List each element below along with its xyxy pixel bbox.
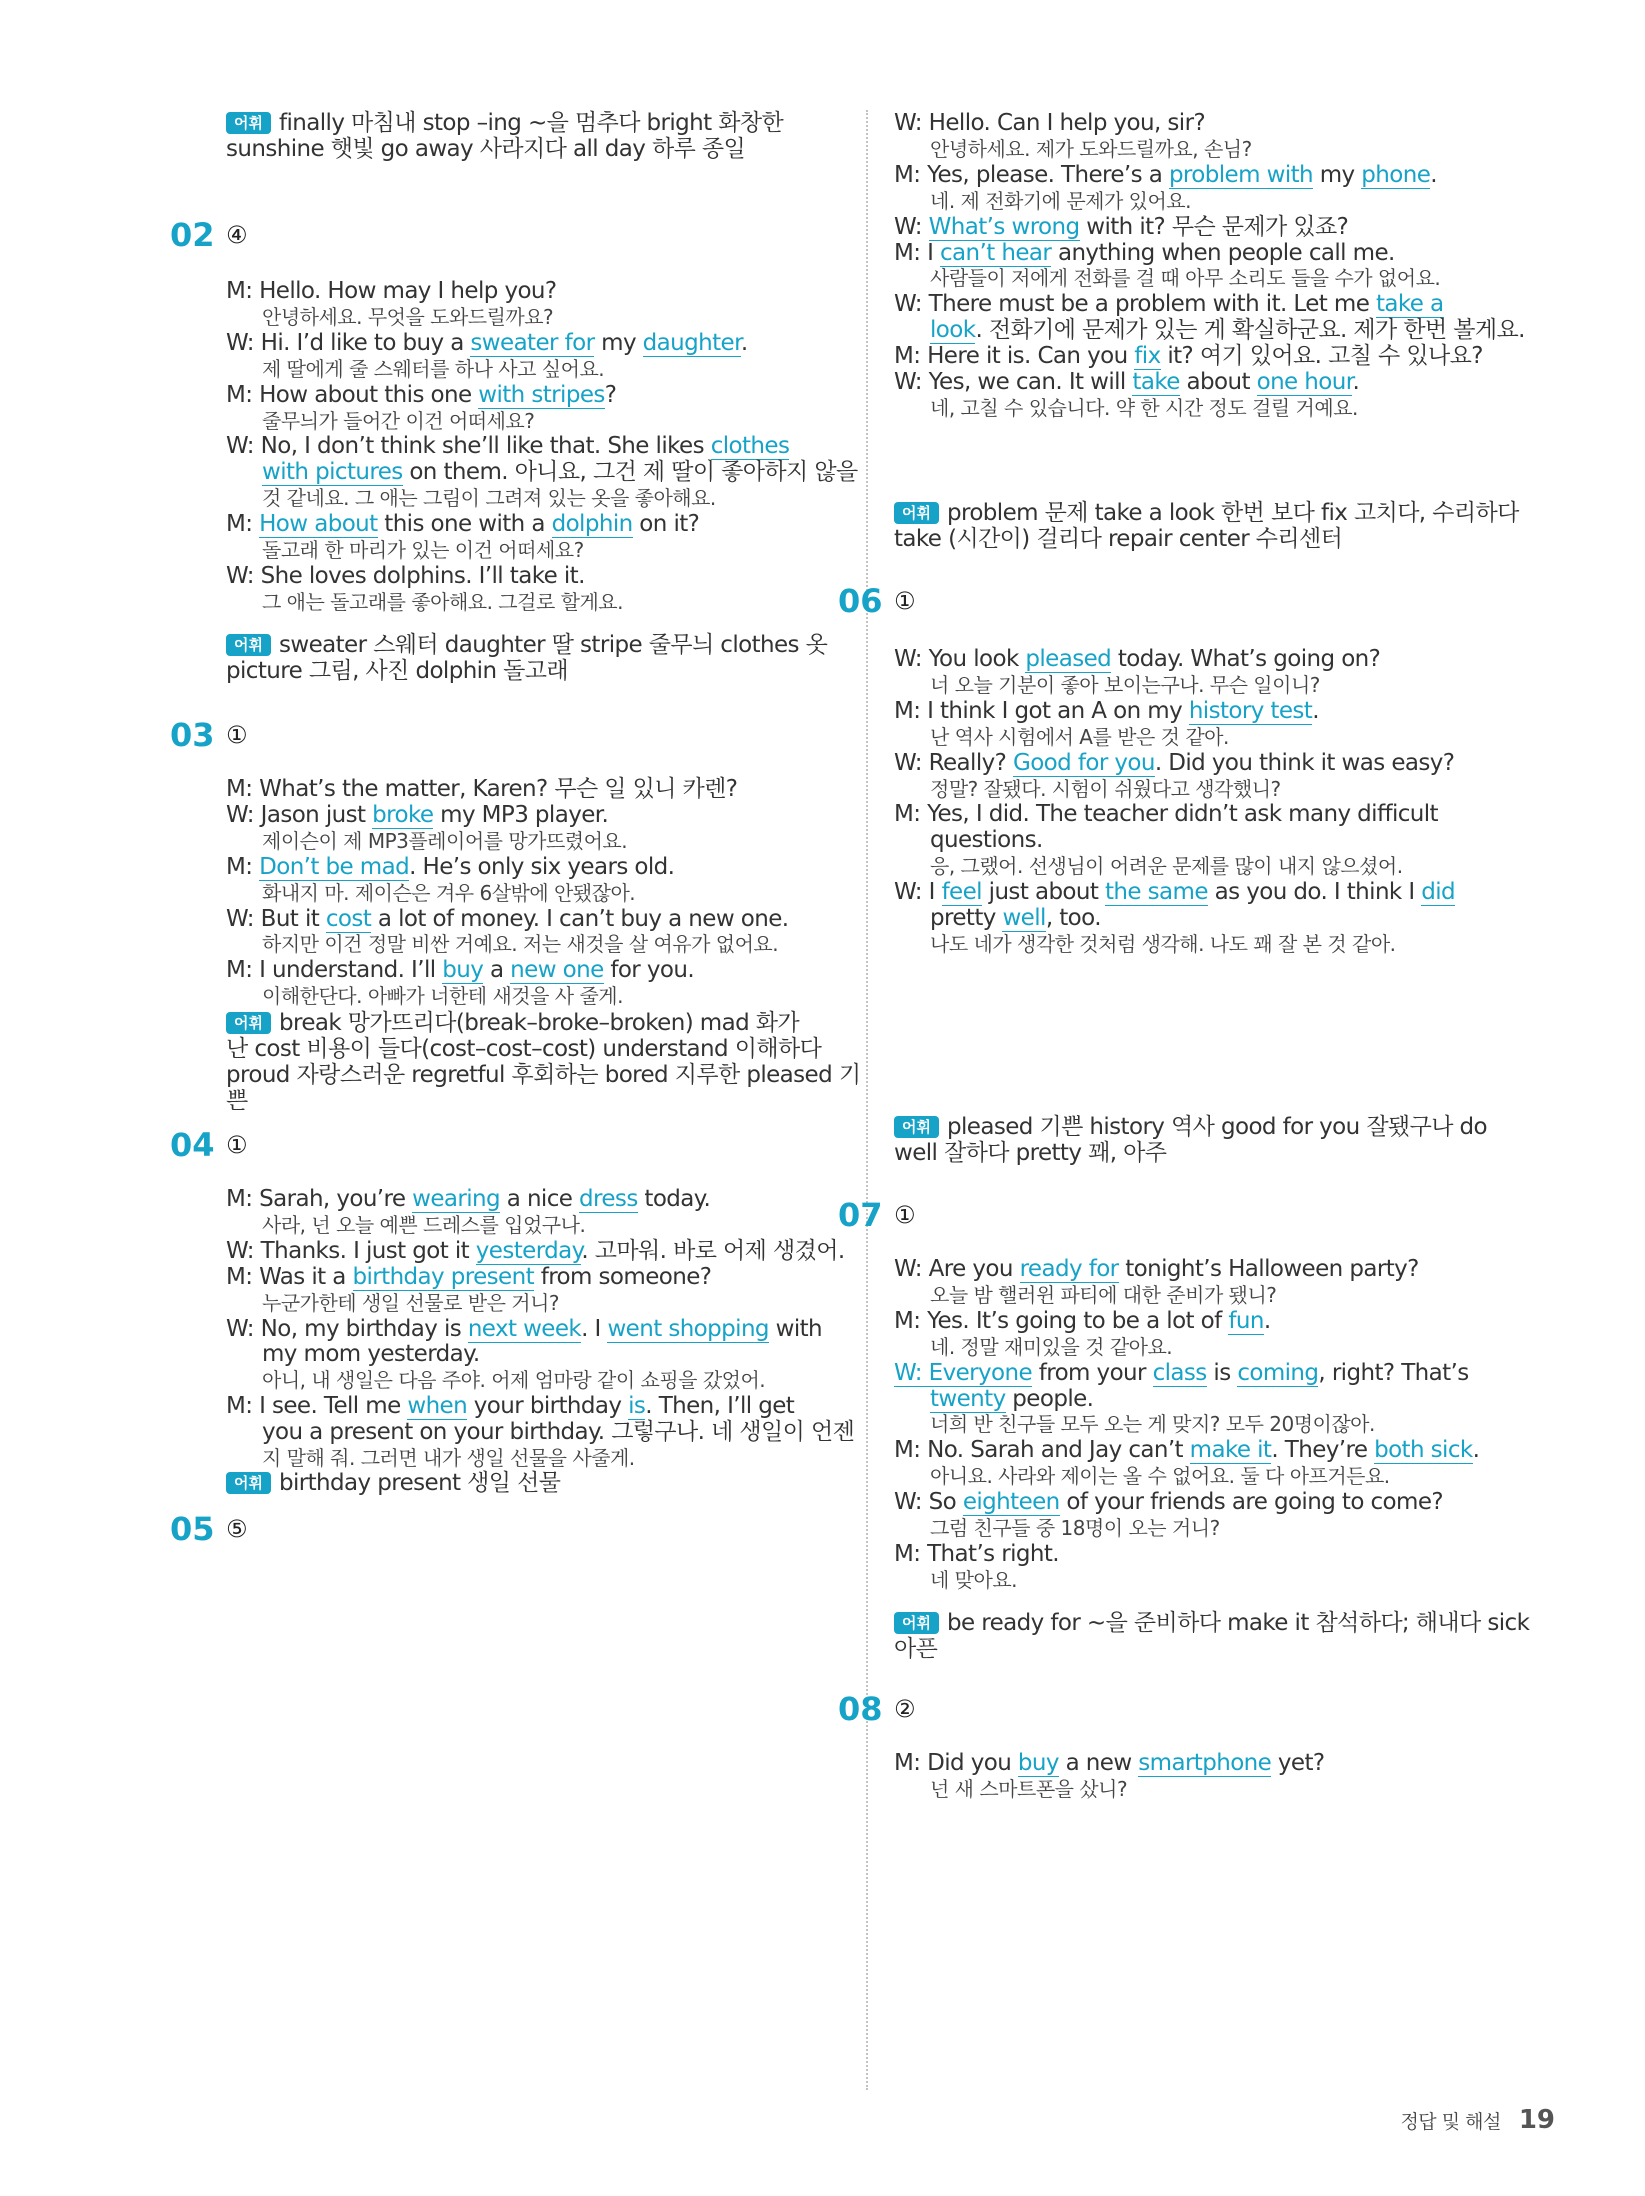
text-segment: sweater 스웨터 daughter 딸 stripe 줄무늬 clothes 옷: [278, 632, 828, 658]
text-segment: . 전화기에 문제가 있는 게 확실하군요. 제가 한번 볼게요.: [975, 317, 1525, 344]
answer-choice: ①: [226, 1131, 248, 1159]
key-answer: W: Everyone: [894, 1359, 1033, 1386]
answer-choice: ①: [226, 721, 248, 749]
key-answer: history test: [1188, 697, 1313, 724]
text-segment: a new: [1058, 1750, 1139, 1776]
text-segment: picture 그림, 사진 dolphin 돌고래: [226, 658, 569, 684]
key-answer: well: [1002, 905, 1046, 931]
text-segment: W: You look: [894, 646, 1026, 672]
text-segment: M: How about this one: [226, 381, 479, 408]
text-segment: W: There must be a problem with it. Let me: [894, 291, 1376, 318]
key-answer: look: [930, 317, 976, 344]
translation-line: [930, 1565, 1017, 1595]
text-segment: from someone?: [534, 1263, 712, 1290]
answer-choice: ①: [894, 587, 916, 615]
text-segment: .: [1263, 1307, 1271, 1334]
key-answer: went shopping: [607, 1315, 769, 1342]
text-segment: W: Really?: [894, 749, 1013, 776]
key-answer: pleased: [1025, 646, 1112, 672]
answer-choice: ⑤: [226, 1515, 248, 1543]
text-segment: M: Yes. It’s going to be a lot of: [894, 1307, 1229, 1334]
text-segment: 누군가한테 생일 선물로 받은 거니?: [262, 1290, 560, 1315]
text-segment: M:: [226, 511, 260, 538]
text-segment: is: [1206, 1359, 1238, 1386]
text-segment: W: Yes, we can. It will: [894, 369, 1133, 395]
text-segment: questions.: [930, 827, 1043, 854]
text-segment: M: Hello. How may I help you?: [226, 278, 557, 304]
text-segment: a: [483, 957, 511, 984]
text-segment: of your friends are going to come?: [1059, 1489, 1443, 1516]
text-segment: . I: [581, 1315, 608, 1342]
text-segment: 사라, 넌 오늘 예쁜 드레스를 입었구나.: [262, 1212, 586, 1237]
key-answer: next week: [467, 1315, 582, 1342]
question-number: 07: [838, 1196, 883, 1234]
text-segment: yet?: [1271, 1750, 1325, 1776]
text-segment: a lot of money. I can’t buy a new one.: [371, 905, 789, 932]
answer-choice: ②: [894, 1695, 916, 1723]
text-segment: you a present on your birthday. 그렇구나. 네 생일이 언젠: [262, 1419, 855, 1446]
text-segment: 안녕하세요. 제가 도와드릴까요, 손님?: [930, 136, 1252, 161]
vocab-tag: 어휘: [226, 1012, 271, 1034]
question-number: 04: [170, 1126, 215, 1164]
text-segment: tonight’s Halloween party?: [1118, 1256, 1419, 1282]
key-answer: Good for you: [1012, 749, 1155, 776]
text-segment: sunshine 햇빛 go away 사라지다 all day 하루 종일: [226, 136, 746, 162]
key-answer: What’s wrong: [928, 213, 1080, 240]
key-answer: buy: [1017, 1750, 1059, 1776]
text-segment: .: [1312, 697, 1319, 724]
text-segment: be ready for ~을 준비하다 make it 참석하다; 해내다 sick: [946, 1610, 1530, 1636]
text-segment: 오늘 밤 핼러윈 파티에 대한 준비가 됐니?: [930, 1282, 1277, 1307]
text-segment: 그럼 친구들 중 18명이 오는 거니?: [930, 1516, 1220, 1540]
text-segment: proud 자랑스러운 regretful 후회하는 bored 지루한 pleased 기: [226, 1062, 861, 1088]
text-segment: 사람들이 저에게 전화를 걸 때 아무 소리도 들을 수가 없어요.: [930, 266, 1441, 291]
question-number: 06: [838, 582, 883, 620]
text-segment: W: Thanks. I just got it: [226, 1237, 476, 1264]
text-segment: , too.: [1045, 905, 1101, 931]
column-divider: [866, 110, 868, 2090]
text-segment: M: Did you: [894, 1750, 1018, 1776]
key-answer: the same: [1105, 879, 1208, 906]
text-segment: . 고마워. 바로 어제 생겼어.: [581, 1237, 845, 1264]
text-segment: M: Yes, I did. The teacher didn’t ask many difficult: [894, 801, 1438, 828]
answer-choice: ④: [226, 221, 248, 249]
key-answer: wearing: [412, 1186, 501, 1212]
text-segment: 안녕하세요. 무엇을 도와드릴까요?: [262, 304, 554, 329]
key-answer: when: [407, 1393, 468, 1420]
text-segment: pleased 기쁜 history 역사 good for you 잘됐구나 do: [946, 1114, 1487, 1140]
translation-line: [262, 981, 623, 1011]
vocab-tag: 어휘: [894, 1116, 939, 1138]
text-segment: 아니, 내 생일은 다음 주야. 어제 엄마랑 같이 쇼핑을 갔었어.: [262, 1368, 766, 1393]
text-segment: 제이슨이 제 MP3플레이어를 망가뜨렸어요.: [262, 828, 628, 853]
text-segment: W: Jason just: [226, 801, 373, 828]
text-segment: 줄무늬가 들어간 이건 어떠세요?: [262, 408, 535, 433]
text-segment: 응, 그랬어. 선생님이 어려운 문제를 많이 내지 않으셨어.: [930, 854, 1403, 879]
text-segment: , right? That’s: [1318, 1359, 1469, 1386]
text-segment: W: Hello. Can I help you, sir?: [894, 110, 1206, 136]
text-segment: as you do. I think I: [1207, 879, 1422, 906]
vocab-line: [226, 1468, 560, 1498]
text-segment: problem 문제 take a look 한번 보다 fix 고치다, 수리하다: [946, 500, 1519, 526]
key-answer: one hour: [1256, 369, 1353, 395]
key-answer: twenty: [930, 1385, 1006, 1412]
key-answer: both sick: [1374, 1437, 1473, 1464]
text-segment: anything when people call me.: [1051, 239, 1395, 266]
text-segment: my: [1313, 161, 1362, 188]
text-segment: 네. 제 전화기에 문제가 있어요.: [930, 188, 1191, 213]
key-answer: is: [628, 1393, 646, 1420]
key-answer: yesterday: [475, 1237, 582, 1264]
key-answer: smartphone: [1138, 1750, 1272, 1776]
text-segment: 지 말해 줘. 그러면 내가 생일 선물을 사줄게.: [262, 1446, 635, 1470]
text-segment: today. What’s going on?: [1111, 646, 1381, 672]
text-segment: with it? 무슨 문제가 있죠?: [1079, 213, 1349, 240]
vocab-line: [226, 1060, 860, 1090]
key-answer: eighteen: [962, 1489, 1060, 1516]
question-number: 02: [170, 216, 215, 254]
text-segment: M: I: [894, 239, 940, 266]
text-segment: M: Yes, please. There’s a: [894, 161, 1169, 188]
text-segment: about: [1179, 369, 1257, 395]
question-number: 03: [170, 716, 215, 754]
text-segment: . Did you think it was easy?: [1154, 749, 1455, 776]
text-segment: 것 같네요. 그 애는 그림이 그려져 있는 옷을 좋아해요.: [262, 486, 716, 511]
key-answer: dress: [579, 1186, 638, 1212]
key-answer: clothes: [710, 433, 790, 460]
text-segment: W: She loves dolphins. I’ll take it.: [226, 562, 585, 589]
vocab-tag: 어휘: [226, 1472, 271, 1494]
text-segment: .: [740, 329, 748, 356]
text-segment: W:: [894, 213, 929, 240]
vocab-line: [894, 1138, 1166, 1168]
vocab-line: [226, 134, 745, 164]
text-segment: M: I understand. I’ll: [226, 957, 443, 984]
text-segment: 네. 정말 재미있을 것 같아요.: [930, 1334, 1173, 1359]
key-answer: make it: [1189, 1437, 1272, 1464]
vocab-line: [894, 1608, 1529, 1638]
text-segment: 정말? 잘됐다. 시험이 쉬웠다고 생각했니?: [930, 776, 1281, 801]
text-segment: M: What’s the matter, Karen? 무슨 일 있니 카렌?: [226, 776, 738, 802]
text-segment: 너희 반 친구들 모두 오는 게 맞지? 모두 20명이잖아.: [930, 1412, 1375, 1437]
text-segment: my MP3 player.: [433, 801, 609, 828]
key-answer: did: [1421, 879, 1456, 906]
answer-choice: ①: [894, 1201, 916, 1229]
vocab-line: [894, 1634, 937, 1664]
vocab-tag: 어휘: [894, 502, 939, 524]
text-segment: 화내지 마. 제이슨은 겨우 6살밖에 안됐잖아.: [262, 880, 636, 905]
text-segment: 네 맞아요.: [930, 1567, 1017, 1592]
text-segment: it? 여기 있어요. 고칠 수 있나요?: [1160, 343, 1483, 370]
key-answer: class: [1152, 1359, 1207, 1386]
text-segment: my: [594, 329, 643, 356]
text-segment: 나도 네가 생각한 것처럼 생각해. 나도 꽤 잘 본 것 같아.: [930, 931, 1396, 956]
key-answer: phone: [1361, 161, 1431, 188]
text-segment: birthday present 생일 선물: [278, 1470, 561, 1496]
key-answer: fun: [1228, 1307, 1264, 1334]
text-segment: W: Are you: [894, 1256, 1020, 1282]
key-answer: take: [1132, 369, 1180, 395]
text-segment: with: [768, 1315, 823, 1342]
text-segment: today.: [637, 1186, 711, 1212]
key-answer: sweater for: [470, 329, 595, 356]
text-segment: M:: [226, 853, 260, 880]
vocab-line: [226, 1086, 248, 1116]
text-segment: take (시간이) 걸리다 repair center 수리센터: [894, 526, 1343, 552]
text-segment: on them. 아니요, 그건 제 딸이 좋아하지 않을: [402, 459, 858, 486]
text-segment: W: No, my birthday is: [226, 1315, 468, 1342]
text-segment: 하지만 이건 정말 비싼 거예요. 저는 새것을 살 여유가 없어요.: [262, 932, 779, 957]
text-segment: this one with a: [377, 511, 552, 538]
question-number: 05: [170, 1510, 215, 1548]
key-answer: new one: [510, 957, 604, 984]
text-segment: a nice: [500, 1186, 580, 1212]
text-segment: . They’re: [1271, 1437, 1375, 1464]
text-segment: .: [1430, 161, 1437, 188]
text-segment: 돌고래 한 마리가 있는 이건 어떠세요?: [262, 538, 584, 562]
text-segment: 이해한단다. 아빠가 너한테 새것을 사 줄게.: [262, 984, 623, 1009]
vocab-tag: 어휘: [226, 634, 271, 656]
text-segment: M: I see. Tell me: [226, 1393, 408, 1420]
key-answer: with stripes: [478, 381, 605, 408]
translation-line: [930, 1774, 1127, 1804]
text-segment: just about: [981, 879, 1106, 906]
text-segment: M: No. Sarah and Jay can’t: [894, 1437, 1190, 1464]
text-segment: 아픈: [894, 1636, 938, 1662]
text-segment: 제 딸에게 줄 스웨터를 하나 사고 싶어요.: [262, 356, 605, 381]
text-segment: W: So: [894, 1489, 963, 1516]
key-answer: ready for: [1019, 1256, 1119, 1282]
text-segment: 아니요. 사라와 제이는 올 수 없어요. 둘 다 아프거든요.: [930, 1464, 1390, 1489]
text-segment: . He’s only six years old.: [409, 853, 675, 880]
text-segment: W: Hi. I’d like to buy a: [226, 329, 471, 356]
key-answer: coming: [1237, 1359, 1319, 1386]
key-answer: with pictures: [262, 459, 403, 486]
text-segment: well 잘하다 pretty 꽤, 아주: [894, 1140, 1167, 1166]
text-segment: 그 애는 돌고래를 좋아해요. 그걸로 할게요.: [262, 589, 623, 614]
text-segment: M: I think I got an A on my: [894, 697, 1189, 724]
text-segment: 네, 고칠 수 있습니다. 약 한 시간 정도 걸릴 거예요.: [930, 395, 1358, 420]
translation-line: [930, 929, 1396, 959]
text-segment: M: Here it is. Can you: [894, 343, 1135, 370]
key-answer: dolphin: [551, 511, 633, 538]
key-answer: broke: [372, 801, 434, 828]
text-segment: on it?: [632, 511, 700, 538]
key-answer: feel: [941, 879, 982, 906]
vocab-line: [894, 524, 1342, 554]
key-answer: daughter: [642, 329, 741, 356]
key-answer: can’t hear: [940, 239, 1052, 266]
text-segment: M: Sarah, you’re: [226, 1186, 413, 1212]
text-segment: break 망가뜨리다(break–broke–broken) mad 화가: [278, 1010, 800, 1036]
text-segment: .: [1472, 1437, 1480, 1464]
text-segment: for you.: [603, 957, 695, 984]
text-segment: M: That’s right.: [894, 1540, 1060, 1567]
vocab-tag: 어휘: [226, 112, 271, 134]
translation-line: [930, 393, 1358, 423]
footer-label: 정답 및 해설: [1400, 2110, 1501, 2133]
key-answer: cost: [325, 905, 372, 932]
text-segment: W: But it: [226, 905, 326, 932]
page-number: 19: [1518, 2105, 1555, 2135]
vocab-line: [226, 656, 568, 686]
key-answer: Don’t be mad: [259, 853, 410, 880]
key-answer: buy: [442, 957, 484, 984]
text-segment: from your: [1032, 1359, 1153, 1386]
vocab-tag: 어휘: [894, 1612, 939, 1634]
text-segment: finally 마침내 stop –ing ~을 멈추다 bright 화창한: [278, 110, 784, 136]
text-segment: ?: [604, 381, 617, 408]
text-segment: my mom yesterday.: [262, 1341, 480, 1368]
text-segment: W: I: [894, 879, 942, 906]
text-segment: W: No, I don’t think she’ll like that. She likes: [226, 433, 711, 460]
text-segment: . Then, I’ll get: [645, 1393, 795, 1420]
text-segment: 너 오늘 기분이 좋아 보이는구나. 무슨 일이니?: [930, 672, 1320, 697]
key-answer: birthday present: [352, 1263, 534, 1290]
text-segment: 난 역사 시험에서 A를 받은 것 같아.: [930, 724, 1229, 749]
key-answer: problem with: [1168, 161, 1314, 188]
text-segment: people.: [1005, 1385, 1094, 1412]
question-number: 08: [838, 1690, 883, 1728]
text-segment: your birthday: [467, 1393, 629, 1420]
text-segment: 쁜: [226, 1088, 248, 1114]
text-segment: 난 cost 비용이 들다(cost–cost–cost) understand 이해하다: [226, 1036, 822, 1062]
text-segment: 넌 새 스마트폰을 샀니?: [930, 1776, 1128, 1801]
key-answer: fix: [1134, 343, 1161, 370]
key-answer: take a: [1375, 291, 1444, 318]
key-answer: How about: [259, 511, 378, 538]
text-segment: M: Was it a: [226, 1263, 353, 1290]
translation-line: [262, 587, 623, 617]
text-segment: .: [1352, 369, 1360, 395]
page-footer: [1400, 2100, 1555, 2140]
text-segment: pretty: [930, 905, 1003, 931]
